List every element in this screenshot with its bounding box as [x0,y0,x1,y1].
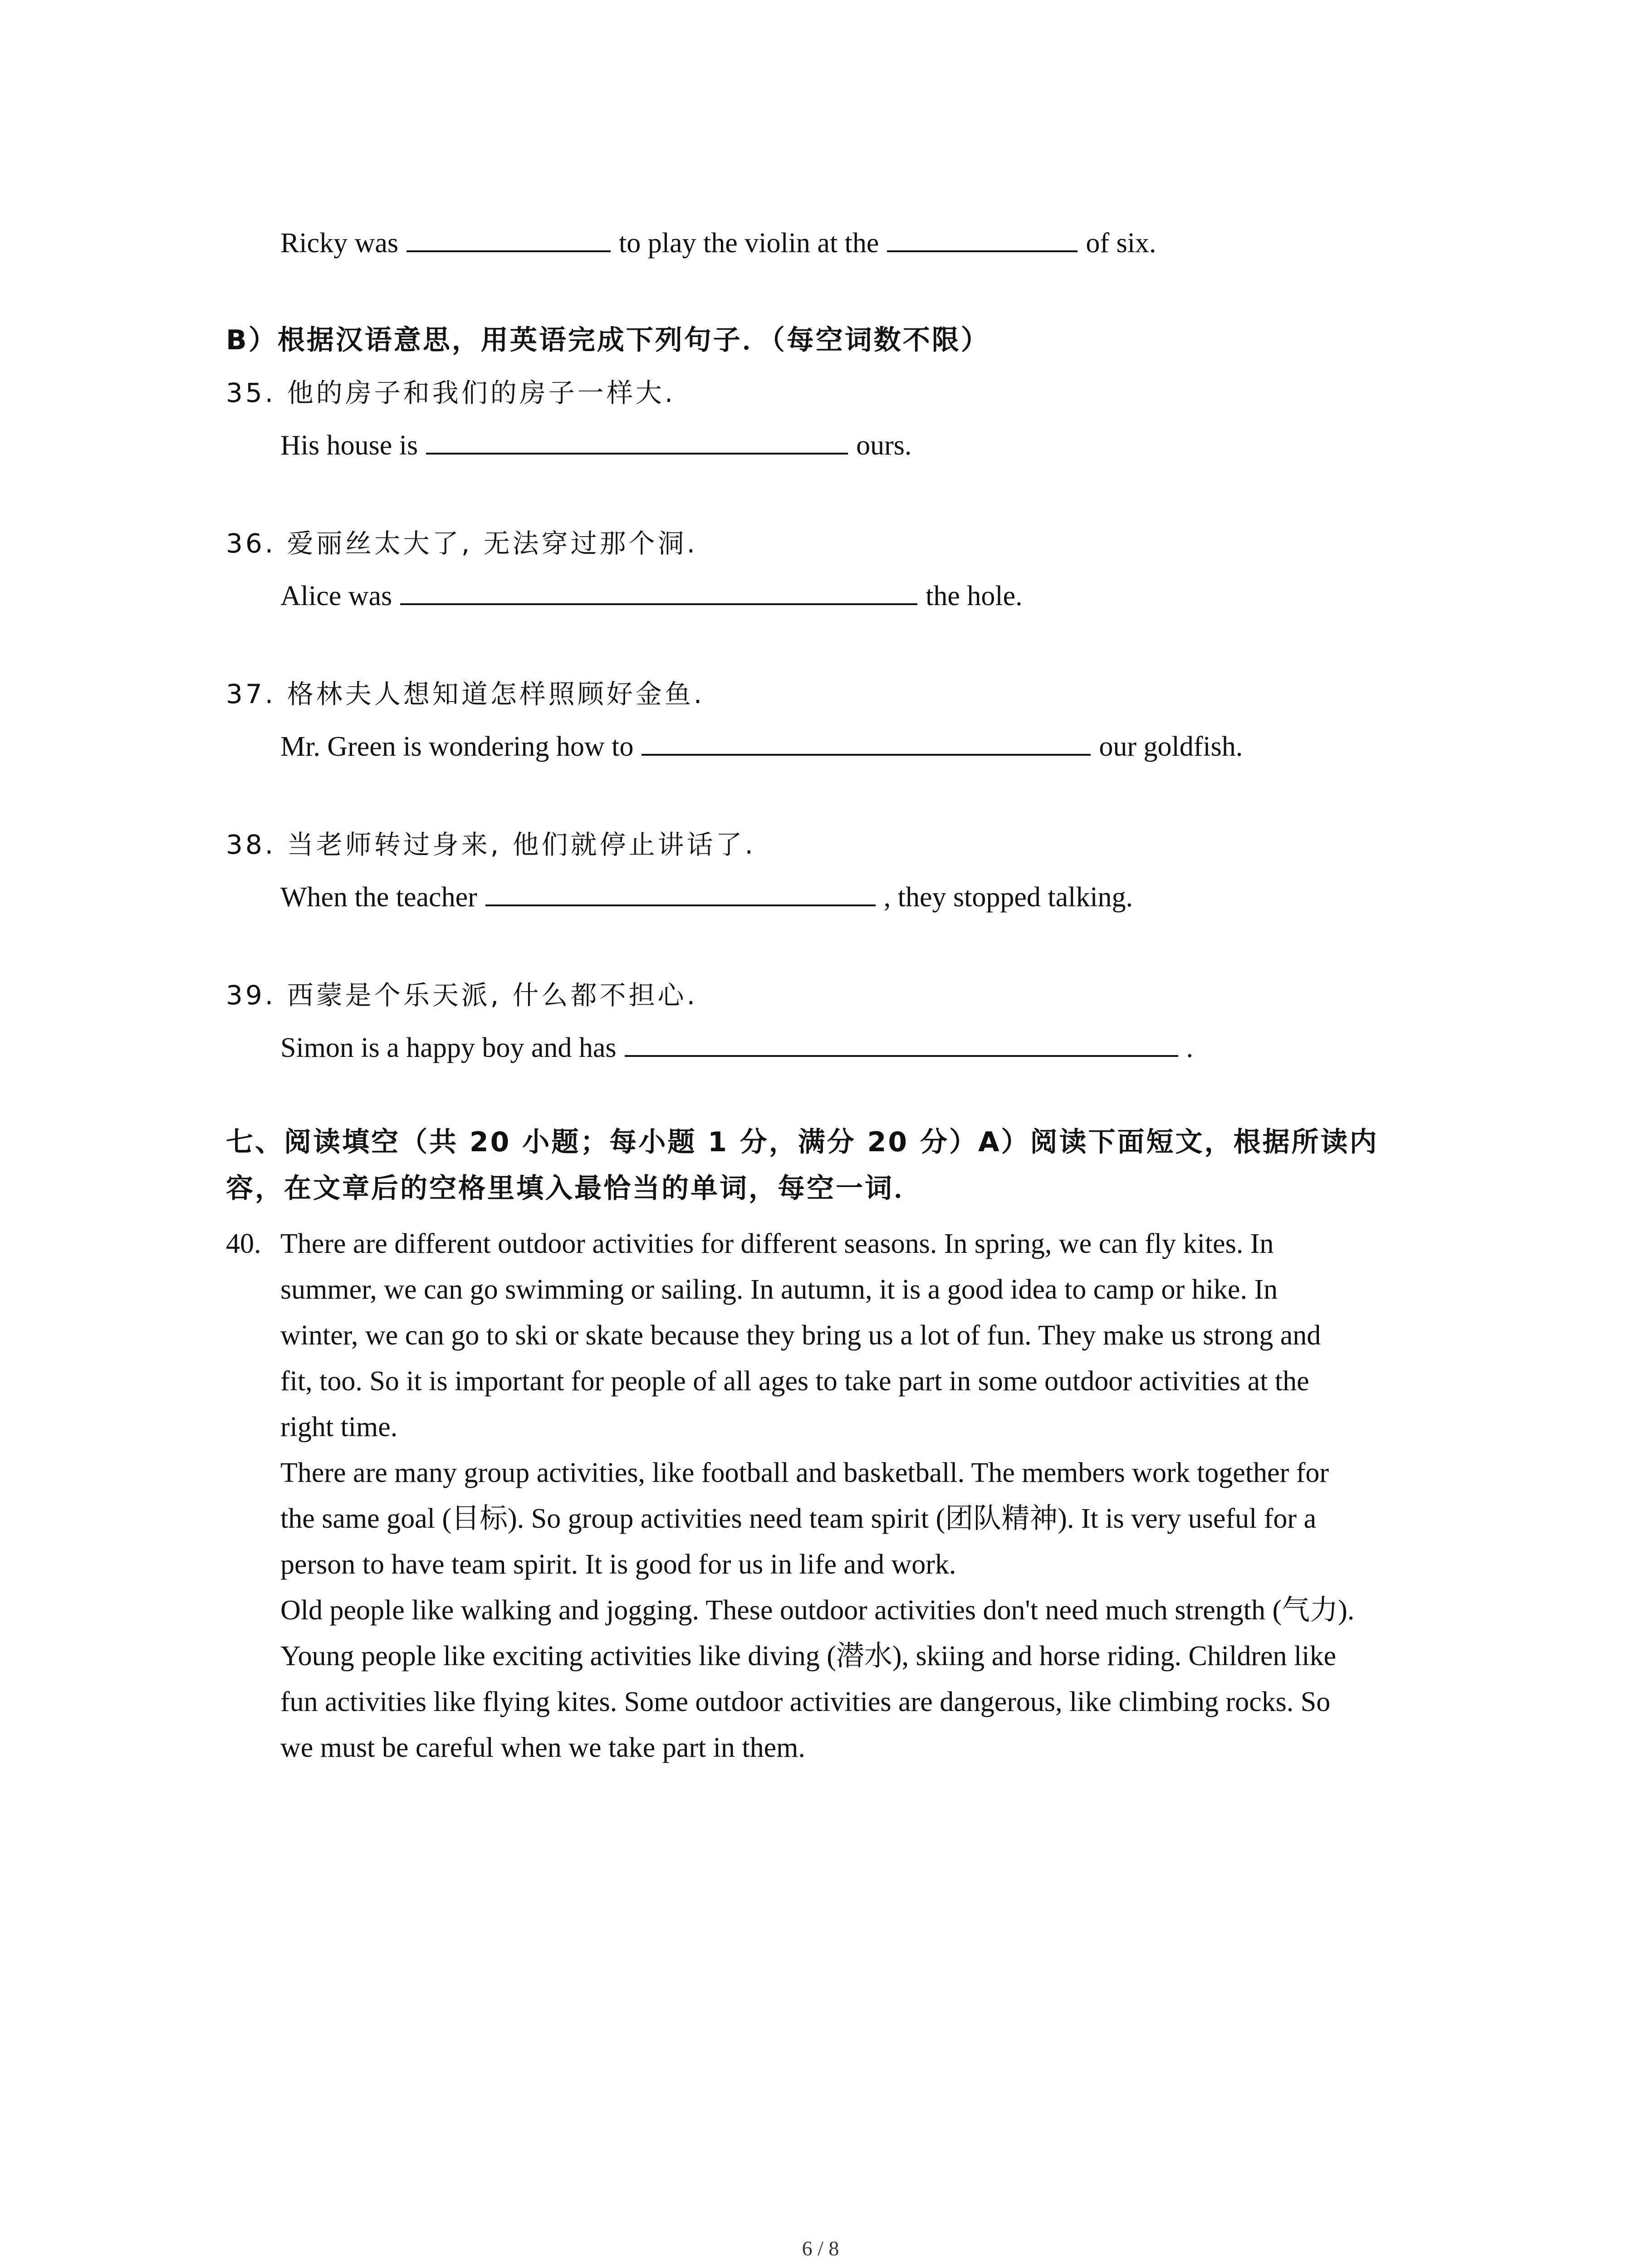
passage-line: fit, too. So it is important for people of all ages to take part in some outdoor activities at the [280,1366,1309,1397]
question-35-english [280,425,911,464]
question-number: 36. [226,528,276,559]
question-number: 37. [226,679,276,709]
sentence-after: ours. [856,430,912,461]
q34-sentence [280,222,1156,261]
answer-blank[interactable] [887,222,1078,252]
passage-line: fun activities like flying kites. Some outdoor activities are dangerous, like climbing rocks. So [280,1686,1331,1717]
q34-part2: to play the violin at the [619,228,879,259]
question-35-chinese [226,375,676,411]
question-36-english [280,575,1023,614]
question-37-english [280,726,1243,765]
question-number: 39. [226,980,276,1011]
q34-part3: of six. [1086,228,1156,259]
sentence-before: His house is [280,430,418,461]
passage-line: summer, we can go swimming or sailing. In autumn, it is a good idea to camp or hike. In [280,1274,1278,1305]
answer-blank[interactable] [426,425,848,455]
chinese-prompt: 格林夫人想知道怎样照顾好金鱼. [287,679,705,709]
chinese-prompt: 他的房子和我们的房子一样大. [287,377,676,408]
sentence-after: the hole. [926,581,1023,611]
answer-blank[interactable] [625,1027,1178,1057]
answer-blank[interactable] [485,876,876,906]
question-39-chinese [226,977,698,1013]
sentence-after: . [1186,1032,1193,1063]
sentence-before: Alice was [280,581,392,611]
passage-line: There are many group activities, like football and basketball. The members work together for [280,1457,1329,1488]
passage-line: Old people like walking and jogging. These outdoor activities don't need much strength (气力). [280,1595,1355,1626]
answer-blank[interactable] [400,575,917,605]
chinese-prompt: 西蒙是个乐天派, 什么都不担心. [287,980,698,1011]
question-39-english [280,1027,1193,1066]
chinese-prompt: 当老师转过身来, 他们就停止讲话了. [287,829,756,860]
sentence-after: , they stopped talking. [883,882,1133,913]
page-number: 6 / 8 [802,2237,839,2260]
passage-line: winter, we can go to ski or skate because they bring us a lot of fun. They make us strong and [280,1320,1321,1351]
passage-line: Young people like exciting activities like diving (潜水), skiing and horse riding. Children like [280,1641,1336,1672]
question-38-english [280,876,1133,915]
question-36-chinese [226,525,698,562]
question-40-number: 40. [226,1228,261,1259]
passage-line: right time. [280,1412,398,1442]
section-7-heading-line1: 七、阅读填空（共 20 小题；每小题 1 分，满分 20 分）A）阅读下面短文，根据所读内 [226,1126,1379,1158]
passage-line: the same goal (目标). So group activities need team spirit (团队精神). It is very useful for a [280,1503,1317,1534]
section-b-heading: B）根据汉语意思，用英语完成下列句子．（每空词数不限） [226,324,990,356]
answer-blank[interactable] [642,726,1091,756]
passage-line: person to have team spirit. It is good for us in life and work. [280,1549,956,1580]
question-number: 35. [226,377,276,408]
chinese-prompt: 爱丽丝太大了, 无法穿过那个洞. [287,528,698,559]
question-number: 38. [226,829,276,860]
sentence-after: our goldfish. [1099,731,1243,762]
sentence-before: When the teacher [280,882,477,913]
answer-blank[interactable] [407,222,611,252]
sentence-before: Simon is a happy boy and has [280,1032,617,1063]
section-7-heading-line2: 容，在文章后的空格里填入最恰当的单词，每空一词． [226,1173,923,1204]
q34-part1: Ricky was [280,228,399,259]
question-37-chinese [226,676,705,712]
question-38-chinese [226,826,756,863]
passage-line: we must be careful when we take part in them. [280,1732,805,1763]
sentence-before: Mr. Green is wondering how to [280,731,634,762]
passage-line: There are different outdoor activities for different seasons. In spring, we can fly kites. In [280,1228,1274,1259]
reading-passage [280,1221,1469,1771]
